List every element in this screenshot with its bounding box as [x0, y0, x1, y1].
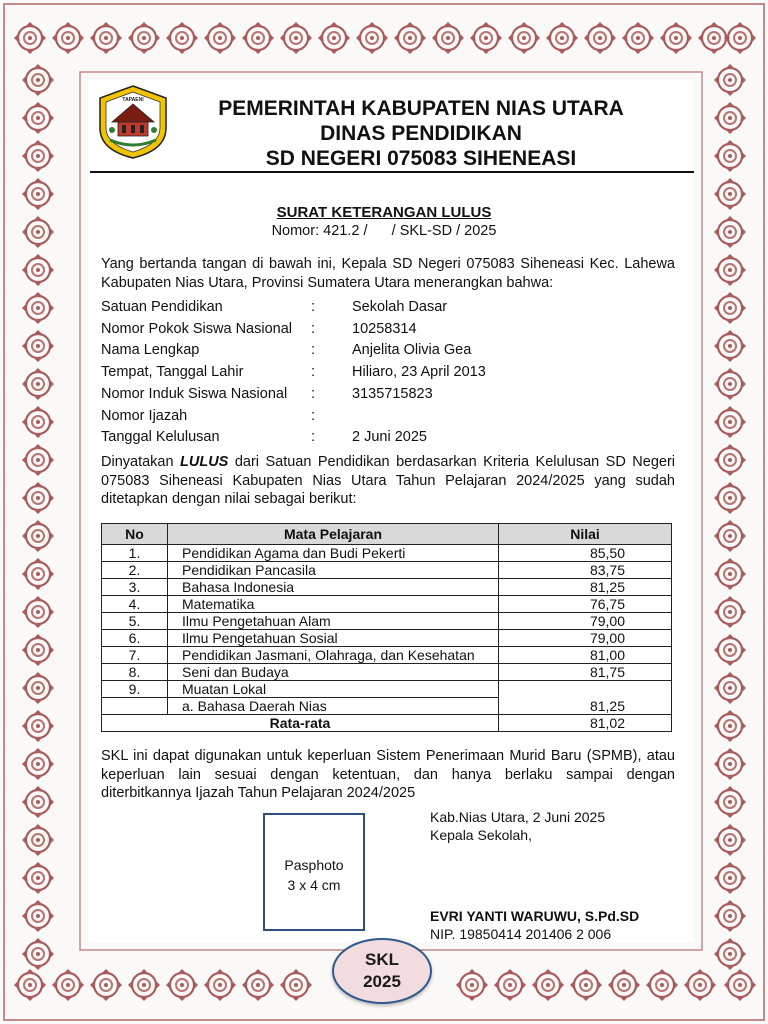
- detail-value-satuan: Sekolah Dasar: [352, 299, 448, 315]
- detail-colon: :: [311, 386, 316, 402]
- detail-label-ijazah: Nomor Ijazah: [101, 408, 188, 424]
- row-subject: Ilmu Pengetahuan Sosial: [168, 630, 499, 647]
- header-no: No: [102, 524, 168, 545]
- detail-label-graduation: Tanggal Kelulusan: [101, 429, 220, 445]
- table-row: [102, 664, 672, 681]
- row-no: 2.: [102, 562, 168, 579]
- badge-line-2: 2025: [363, 972, 401, 991]
- declaration-text-after: dari Satuan Pendidikan berdasarkan Kriteria Kelulusan SD Negeri 075083 Siheneasi Kabupaten Nias Utara Tahun Pelajaran 2024/2025 yang sudah ditetapkan dengan nilai sebagai berikut:: [101, 454, 675, 507]
- table-row: [102, 596, 672, 613]
- row-score: 81,75: [499, 664, 672, 681]
- detail-value-npsn: 10258314: [352, 321, 417, 337]
- detail-label-satuan: Satuan Pendidikan: [101, 299, 223, 315]
- row-subject: Pendidikan Pancasila: [168, 562, 499, 579]
- row-score: 81,00: [499, 647, 672, 664]
- row-no: 4.: [102, 596, 168, 613]
- detail-value-name: Anjelita Olivia Gea: [352, 342, 472, 358]
- table-row: [102, 630, 672, 647]
- row-no: 6.: [102, 630, 168, 647]
- table-row: [102, 613, 672, 630]
- row-score: 81,25: [499, 698, 672, 715]
- row-score: 83,75: [499, 562, 672, 579]
- row-score: 85,50: [499, 545, 672, 562]
- photo-placeholder: [263, 813, 365, 931]
- detail-colon: :: [311, 342, 316, 358]
- signature-place-date: Kab.Nias Utara, 2 Juni 2025: [430, 809, 606, 825]
- photo-size: 3 x 4 cm: [287, 877, 341, 893]
- row-subject: Bahasa Indonesia: [168, 579, 499, 596]
- row-subject: Pendidikan Jasmani, Olahraga, dan Kesehatan: [168, 647, 499, 664]
- closing-paragraph: SKL ini dapat digunakan untuk keperluan Sistem Penerimaan Murid Baru (SPMB), atau keperluan lain sesuai dengan ketentuan, dan hanya berlaku sampai dengan diterbitkannya Ijazah Tahun Pelajaran 2024/2025: [101, 748, 675, 801]
- detail-value-graduation: 2 Juni 2025: [352, 429, 427, 445]
- intro-paragraph: Yang bertanda tangan di bawah ini, Kepala SD Negeri 075083 Siheneasi Kec. Lahewa Kabupaten Nias Utara, Provinsi Sumatera Utara menerangkan bahwa:: [101, 256, 675, 291]
- photo-label: Pasphoto: [284, 857, 344, 873]
- document-title: SURAT KETERANGAN LULUS: [276, 204, 492, 221]
- badge-line-1: SKL: [365, 950, 399, 969]
- detail-label-name: Nama Lengkap: [101, 342, 200, 358]
- table-row: [102, 698, 672, 715]
- table-row: [102, 545, 672, 562]
- logo-lettering: TAPAENI: [122, 97, 144, 103]
- row-subject: Ilmu Pengetahuan Alam: [168, 613, 499, 630]
- table-average-row: [102, 715, 672, 732]
- detail-colon: :: [311, 321, 316, 337]
- row-score: 76,75: [499, 596, 672, 613]
- average-value: 81,02: [499, 715, 672, 732]
- table-row: [102, 681, 672, 698]
- row-score: 81,25: [499, 579, 672, 596]
- detail-label-npsn: Nomor Pokok Siswa Nasional: [101, 321, 292, 337]
- grades-table: [101, 523, 672, 732]
- detail-colon: :: [311, 299, 316, 315]
- row-subject: Pendidikan Agama dan Budi Pekerti: [168, 545, 499, 562]
- row-score: 79,00: [499, 613, 672, 630]
- table-row: [102, 647, 672, 664]
- detail-colon: :: [311, 364, 316, 380]
- declaration-lulus: LULUS: [180, 454, 229, 470]
- row-no: 1.: [102, 545, 168, 562]
- row-no: 7.: [102, 647, 168, 664]
- row-no: 5.: [102, 613, 168, 630]
- skl-badge: [332, 938, 432, 1004]
- row-no: 3.: [102, 579, 168, 596]
- declaration-paragraph: [101, 453, 675, 509]
- header-divider: [90, 171, 694, 173]
- detail-colon: :: [311, 429, 316, 445]
- average-label: Rata-rata: [102, 715, 499, 732]
- header-line-2: DINAS PENDIDIKAN: [320, 122, 522, 145]
- row-no: 8.: [102, 664, 168, 681]
- detail-label-nisn: Nomor Induk Siswa Nasional: [101, 386, 288, 402]
- row-subject: Seni dan Budaya: [168, 664, 499, 681]
- signature-role: Kepala Sekolah,: [430, 827, 532, 843]
- header-score: Nilai: [499, 524, 672, 545]
- row-no: [102, 698, 168, 715]
- table-row: [102, 579, 672, 596]
- detail-label-birth: Tempat, Tanggal Lahir: [101, 364, 244, 380]
- detail-colon: :: [311, 408, 316, 424]
- row-subject: Matematika: [168, 596, 499, 613]
- header-line-3: SD NEGERI 075083 SIHENEASI: [265, 147, 577, 170]
- table-row: [102, 562, 672, 579]
- detail-value-birth: Hiliaro, 23 April 2013: [352, 364, 486, 380]
- row-no: 9.: [102, 681, 168, 698]
- signature-name: EVRI YANTI WARUWU, S.Pd.SD: [430, 908, 640, 924]
- header-subject: Mata Pelajaran: [168, 524, 499, 545]
- document-number: Nomor: 421.2 / / SKL-SD / 2025: [271, 223, 497, 239]
- declaration-text-before: Dinyatakan: [101, 454, 181, 470]
- header-line-1: PEMERINTAH KABUPATEN NIAS UTARA: [218, 97, 624, 120]
- signature-nip: NIP. 19850414 201406 2 006: [430, 926, 612, 942]
- row-score: 79,00: [499, 630, 672, 647]
- row-subject: Muatan Lokal: [168, 681, 499, 698]
- table-header-row: [102, 524, 672, 545]
- detail-value-nisn: 3135715823: [352, 386, 433, 402]
- row-score: [499, 681, 672, 698]
- row-subject: a. Bahasa Daerah Nias: [168, 698, 499, 715]
